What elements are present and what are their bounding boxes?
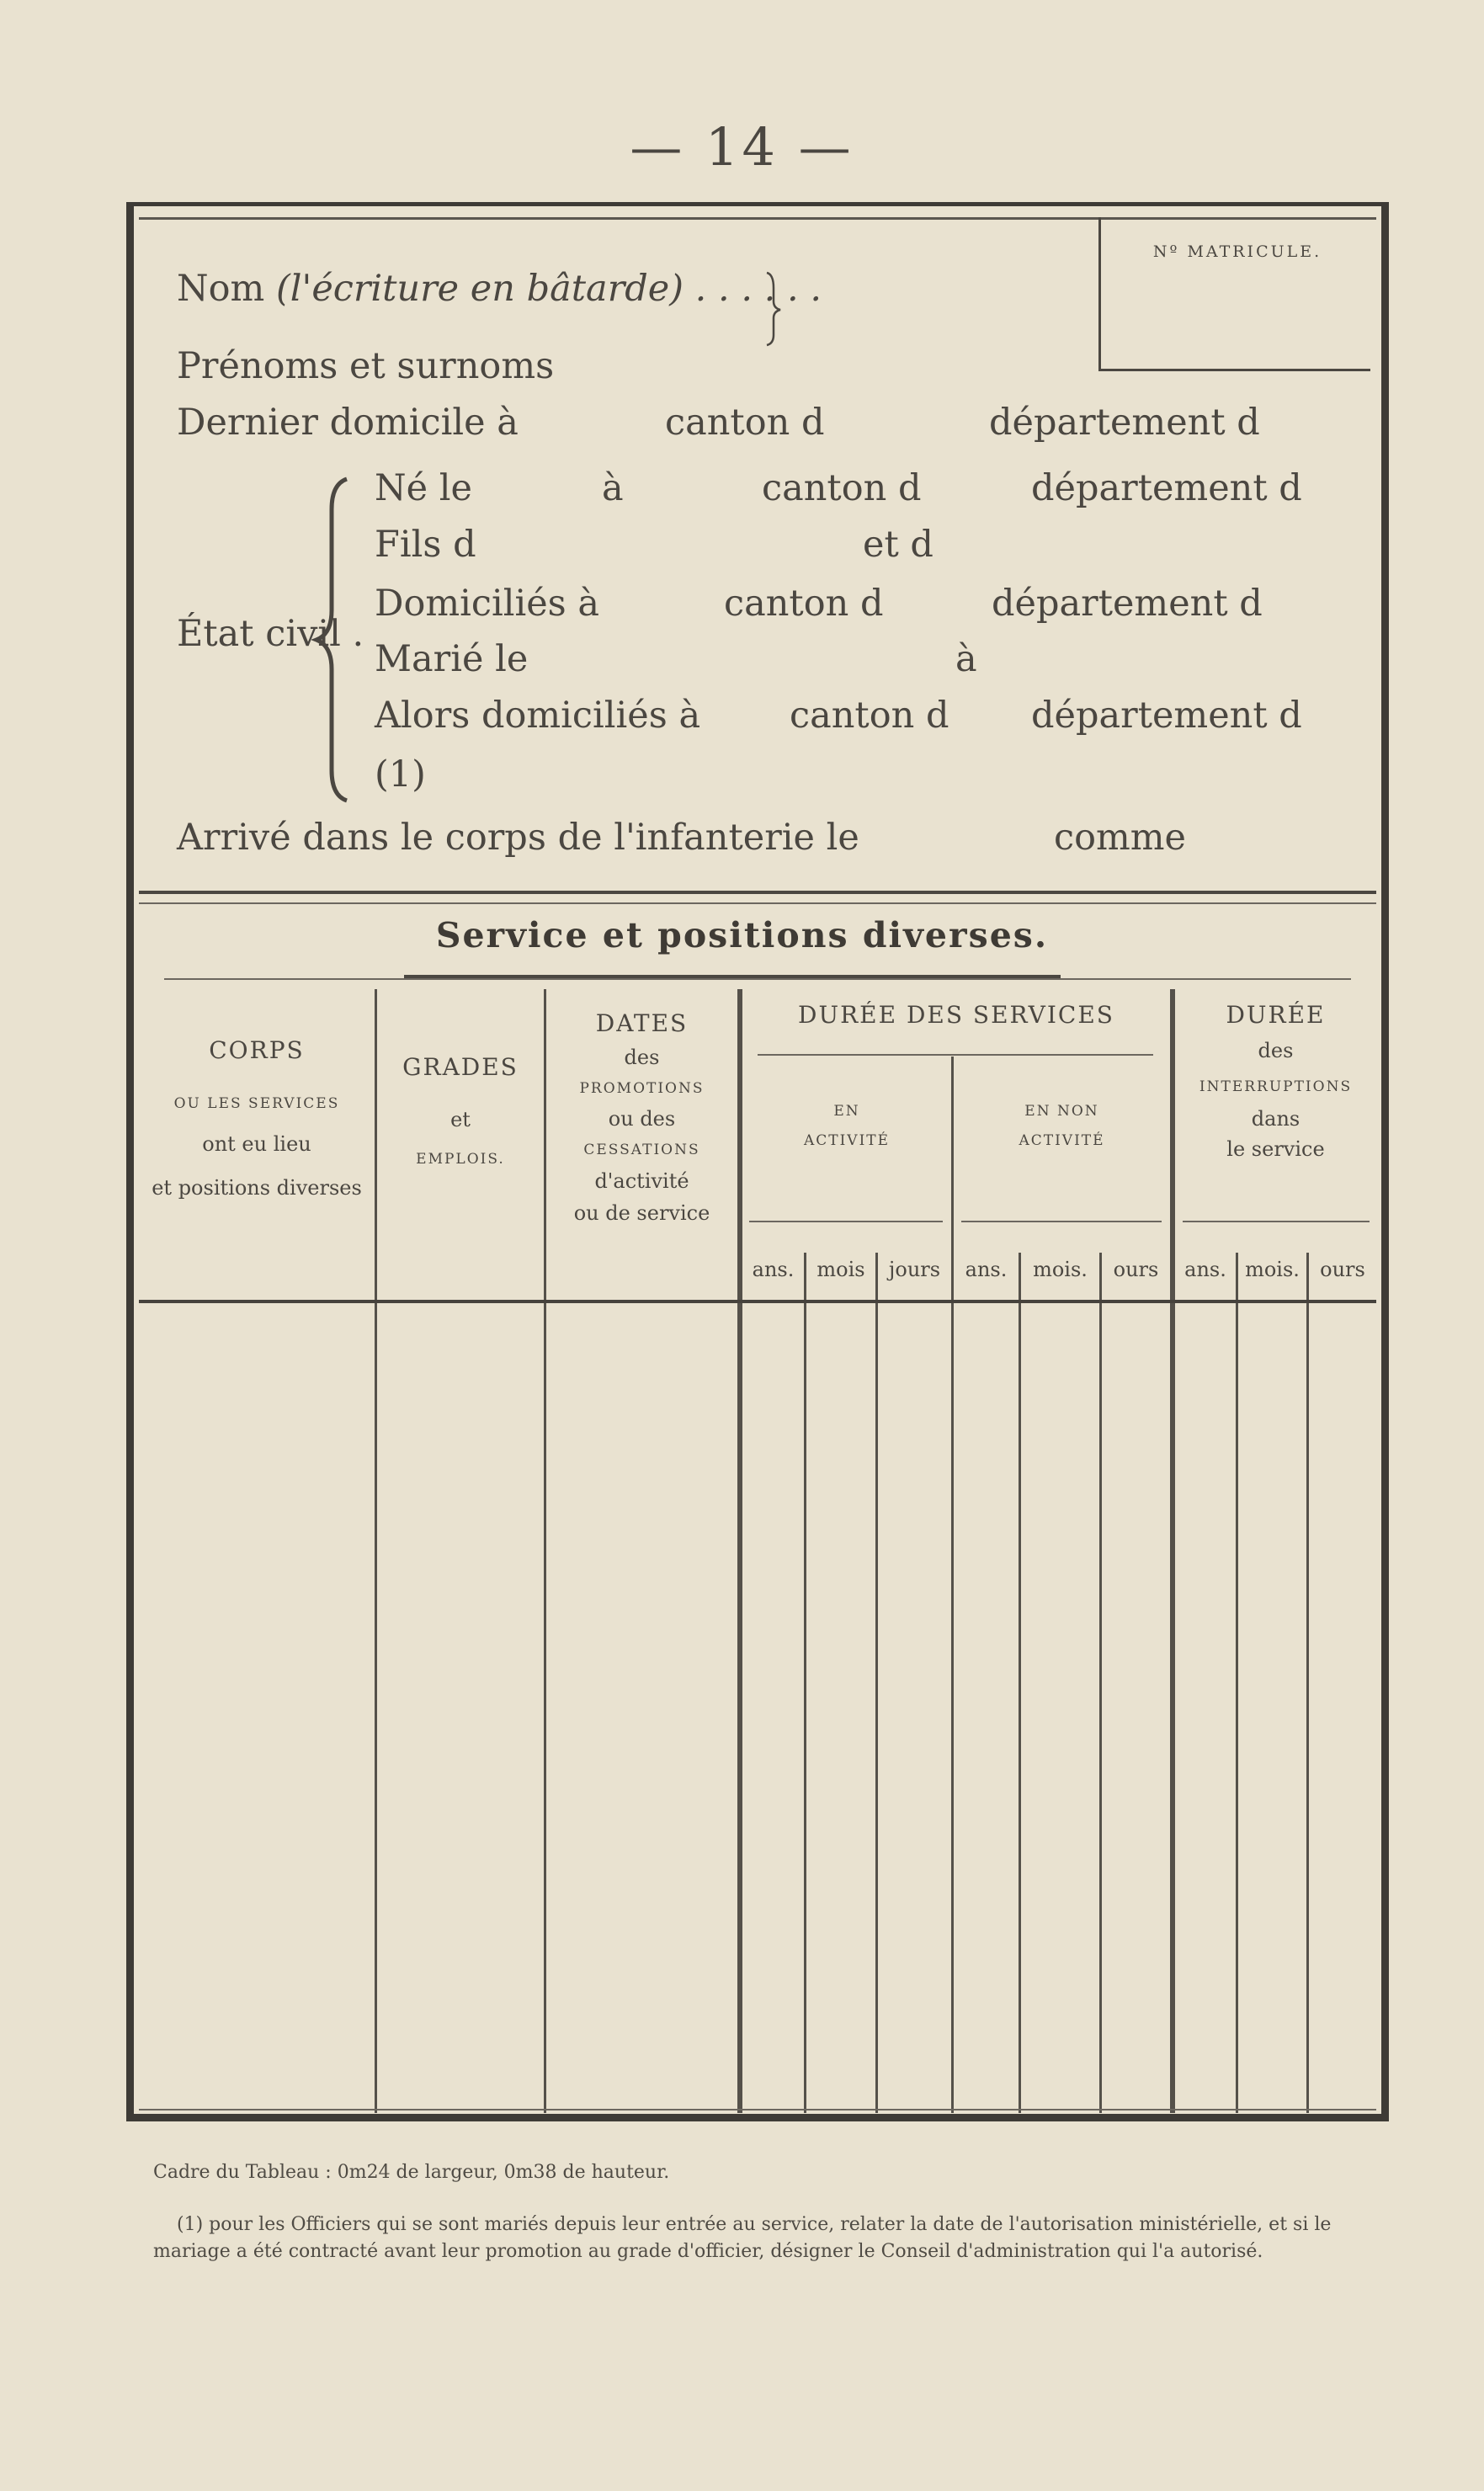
ne-canton-label: canton d [762, 467, 922, 509]
alors-departement-label: département d [1031, 695, 1302, 737]
col-divider-4 [951, 1057, 954, 2113]
duree-interruptions-line5: le service [1226, 1137, 1325, 1162]
grades-line2: et [450, 1108, 471, 1131]
ne-le-label: Né le [375, 467, 472, 509]
duree-interruptions-line3: INTERRUPTIONS [1199, 1078, 1353, 1095]
unit-jours-1: jours [888, 1258, 941, 1281]
en-activite-header [742, 1103, 951, 1151]
domicilies-label: Domiciliés à [375, 583, 600, 625]
en-non-activite-line2: ACTIVITÉ [1019, 1132, 1105, 1150]
etat-civil-label: État civil . [177, 613, 364, 655]
sub-col-4 [1099, 1253, 1102, 2113]
sub-col-5 [1236, 1253, 1238, 2113]
en-activite-line1: EN [833, 1103, 860, 1120]
grades-line3: EMPLOIS. [416, 1151, 505, 1168]
arrive-label: Arrivé dans le corps de l'infanterie le [177, 817, 859, 859]
unit-ans-1: ans. [752, 1258, 795, 1281]
fils-label: Fils d [375, 524, 476, 566]
dates-line5: CESSATIONS [583, 1142, 700, 1159]
section-title: Service et positions diverses. [435, 915, 1049, 955]
domicilies-canton-label: canton d [724, 583, 884, 625]
dates-line3: PROMOTIONS [579, 1080, 705, 1097]
dates-line6: d'activité [594, 1168, 689, 1193]
corps-line4: et positions diverses [152, 1176, 362, 1200]
en-activite-line2: ACTIVITÉ [803, 1132, 891, 1150]
sub-col-3 [1019, 1253, 1021, 2113]
prenoms-label: Prénoms et surnoms [177, 345, 555, 387]
dernier-domicile-label: Dernier domicile à [177, 402, 519, 444]
unit-ans-3: ans. [1184, 1258, 1226, 1281]
domicilies-departement-label: département d [992, 583, 1263, 625]
corps-line2: OU LES SERVICES [173, 1095, 340, 1112]
section-rule-top-thin [139, 902, 1376, 904]
nom-label: Nom [177, 268, 265, 310]
grades-header [377, 1052, 544, 1168]
cadre-note: Cadre du Tableau : 0m24 de largeur, 0m38 de hauteur. [153, 2162, 670, 2183]
marie-le-label: Marié le [375, 638, 529, 680]
marie-a-label: à [955, 638, 977, 680]
alors-canton-label: canton d [790, 695, 949, 737]
section-title-ornament [404, 975, 1061, 978]
duree-interruptions-line2: des [1258, 1039, 1294, 1062]
en-non-activite-line1: EN NON [1024, 1103, 1099, 1120]
sub-col-1 [804, 1253, 806, 2113]
footnote-text: (1) pour les Officiers qui se sont mariés depuis leur entrée au service, relater la date de l'autorisation ministérielle, et si le mariage a été contracté avant leur promotion au grade d'officier, désigner le Conseil d'administration qui l'a autorisé. [153, 2214, 1332, 2262]
dates-line2: des [624, 1046, 660, 1069]
ne-a-label: à [602, 467, 624, 509]
duree-interruptions-title: DURÉE [1226, 1001, 1326, 1029]
sub-col-6 [1306, 1253, 1309, 2113]
en-non-activite-rule [961, 1221, 1162, 1222]
dates-header [546, 1009, 737, 1226]
unit-mois-1: mois [816, 1258, 865, 1281]
corps-line3: ont eu lieu [202, 1132, 311, 1157]
interruptions-rule [1183, 1221, 1370, 1222]
col-divider-3 [737, 989, 742, 2113]
nom-row [177, 268, 822, 310]
section-rule-top [139, 891, 1376, 894]
frame-bottom-rule [139, 2109, 1376, 2110]
unit-jours-3: ours [1320, 1258, 1365, 1281]
corps-title: CORPS [209, 1036, 305, 1064]
sub-col-2 [875, 1253, 878, 2113]
dates-line4: ou des [608, 1107, 676, 1131]
footnote-ref: (1) [375, 753, 426, 796]
et-d-label: et d [863, 524, 933, 566]
nom-hint: (l'écriture en bâtarde) . . . . . . [275, 268, 822, 310]
dernier-departement-label: département d [989, 402, 1260, 444]
unit-ans-2: ans. [965, 1258, 1008, 1281]
header-rule [139, 1300, 1376, 1303]
comme-label: comme [1054, 817, 1186, 859]
etat-civil-brace-icon [311, 476, 354, 804]
en-non-activite-header [954, 1103, 1170, 1151]
corps-header [139, 1035, 375, 1200]
duree-services-rule [758, 1054, 1153, 1056]
duree-interruptions-line4: dans [1251, 1107, 1300, 1131]
dates-line7: ou de service [573, 1200, 710, 1225]
en-activite-rule [749, 1221, 943, 1222]
page-number: — 14 — [630, 116, 854, 178]
grades-title: GRADES [402, 1053, 519, 1081]
section-title-underline [164, 978, 1351, 980]
matricule-box [1098, 217, 1370, 371]
alors-domicilies-label: Alors domiciliés à [375, 695, 701, 737]
duree-interruptions-header [1175, 1000, 1376, 1162]
ne-departement-label: département d [1031, 467, 1302, 509]
unit-mois-2: mois. [1033, 1258, 1088, 1281]
duree-services-title: DURÉE DES SERVICES [798, 1001, 1114, 1029]
unit-mois-3: mois. [1245, 1258, 1300, 1281]
matricule-label: Nº MATRICULE. [1152, 242, 1322, 261]
nom-brace-icon [762, 271, 787, 347]
unit-jours-2: ours [1113, 1258, 1159, 1281]
dates-title: DATES [595, 1009, 689, 1037]
dernier-canton-label: canton d [665, 402, 825, 444]
